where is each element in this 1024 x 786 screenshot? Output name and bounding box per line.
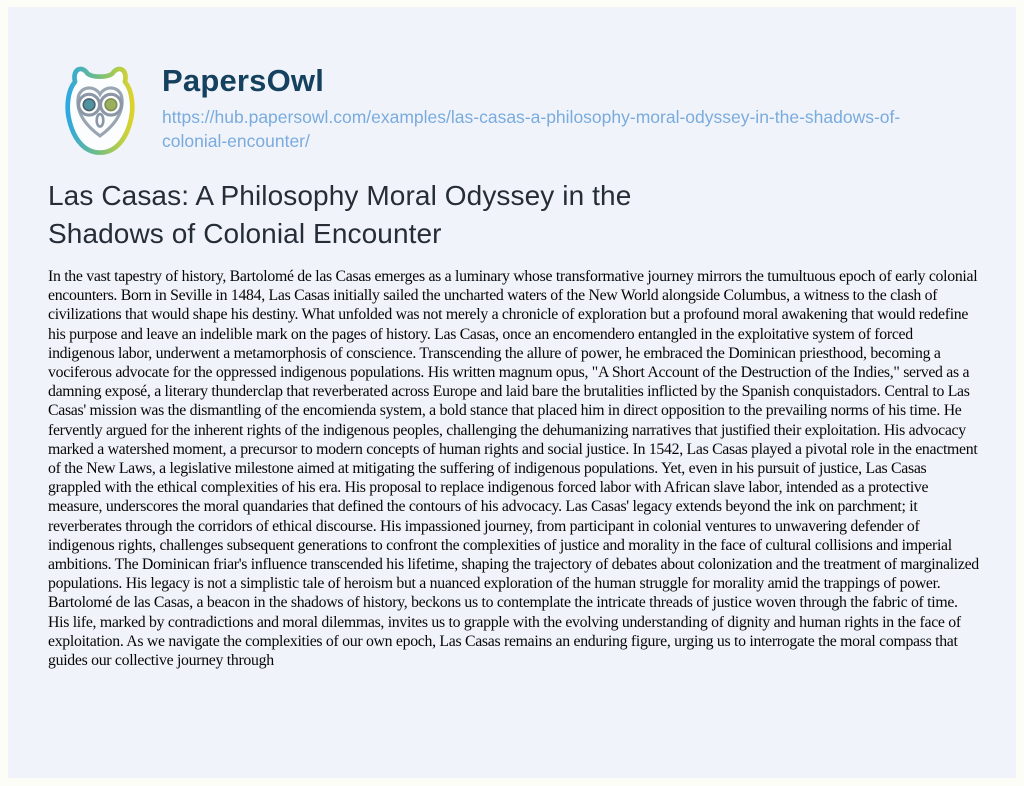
- papersowl-logo: [48, 60, 152, 164]
- brand-title: PapersOwl: [162, 63, 325, 98]
- page-header: [48, 60, 978, 164]
- page-content: [8, 60, 1016, 670]
- page-url-link[interactable]: https://hub.papersowl.com/examples/las-casas-a-philosophy-moral-odyssey-in-the-shadows-of-colonial-encounter/: [162, 107, 901, 151]
- owl-logo-icon: [48, 60, 152, 164]
- document-page: [8, 7, 1016, 778]
- header-text-block: [162, 60, 937, 153]
- article-title: Las Casas: A Philosophy Moral Odyssey in the Shadows of Colonial Encounter: [48, 180, 632, 249]
- article-body: In the vast tapestry of history, Bartolomé de las Casas emerges as a luminary whose transformative journey mirrors the tumultuous epoch of early colonial encounters. Born in Seville in 1484, Las Casas initially sailed the uncharted waters of the New World alongside Columbus, a witness to the clash of civilizations that would shape his destiny. What unfolded was not merely a chronicle of exploration but a profound moral awakening that would redefine his purpose and leave an indelible mark on the pages of history. Las Casas, once an encomendero entangled in the exploitative system of forced indigenous labor, underwent a metamorphosis of conscience. Transcending the allure of power, he embraced the Dominican priesthood, becoming a vociferous advocate for the oppressed indigenous populations. His written magnum opus, "A Short Account of the Destruction of the Indies," served as a damning exposé, a literary thunderclap that reverberated across Europe and laid bare the brutalities inflicted by the Spanish conquistadors. Central to Las Casas' mission was the dismantling of the encomienda system, a bold stance that placed him in direct opposition to the prevailing norms of his time. He fervently argued for the inherent rights of the indigenous peoples, challenging the dehumanizing narratives that justified their exploitation. His advocacy marked a watershed moment, a precursor to modern concepts of human rights and social justice. In 1542, Las Casas played a pivotal role in the enactment of the New Laws, a legislative milestone aimed at mitigating the suffering of indigenous populations. Yet, even in his pursuit of justice, Las Casas grappled with the ethical complexities of his era. His proposal to replace indigenous forced labor with African slave labor, intended as a protective measure, underscores the moral quandaries that defined the contours of his advocacy. Las Casas' legacy extends beyond the ink on parchment; it reverberates through the corridors of ethical discourse. His impassioned journey, from participant in colonial ventures to unwavering defender of indigenous rights, challenges subsequent generations to confront the complexities of justice and morality in the face of cultural collisions and imperial ambitions. The Dominican friar's influence transcended his lifetime, shaping the trajectory of debates about colonization and the treatment of marginalized populations. His legacy is not a simplistic tale of heroism but a nuanced exploration of the human struggle for morality amid the trappings of power. Bartolomé de las Casas, a beacon in the shadows of history, beckons us to contemplate the intricate threads of justice woven through the fabric of time. His life, marked by contradictions and moral dilemmas, invites us to grapple with the evolving understanding of dignity and human rights in the face of exploitation. As we navigate the complexities of our own epoch, Las Casas remains an enduring figure, urging us to interrogate the moral compass that guides our collective journey through: [48, 268, 979, 670]
